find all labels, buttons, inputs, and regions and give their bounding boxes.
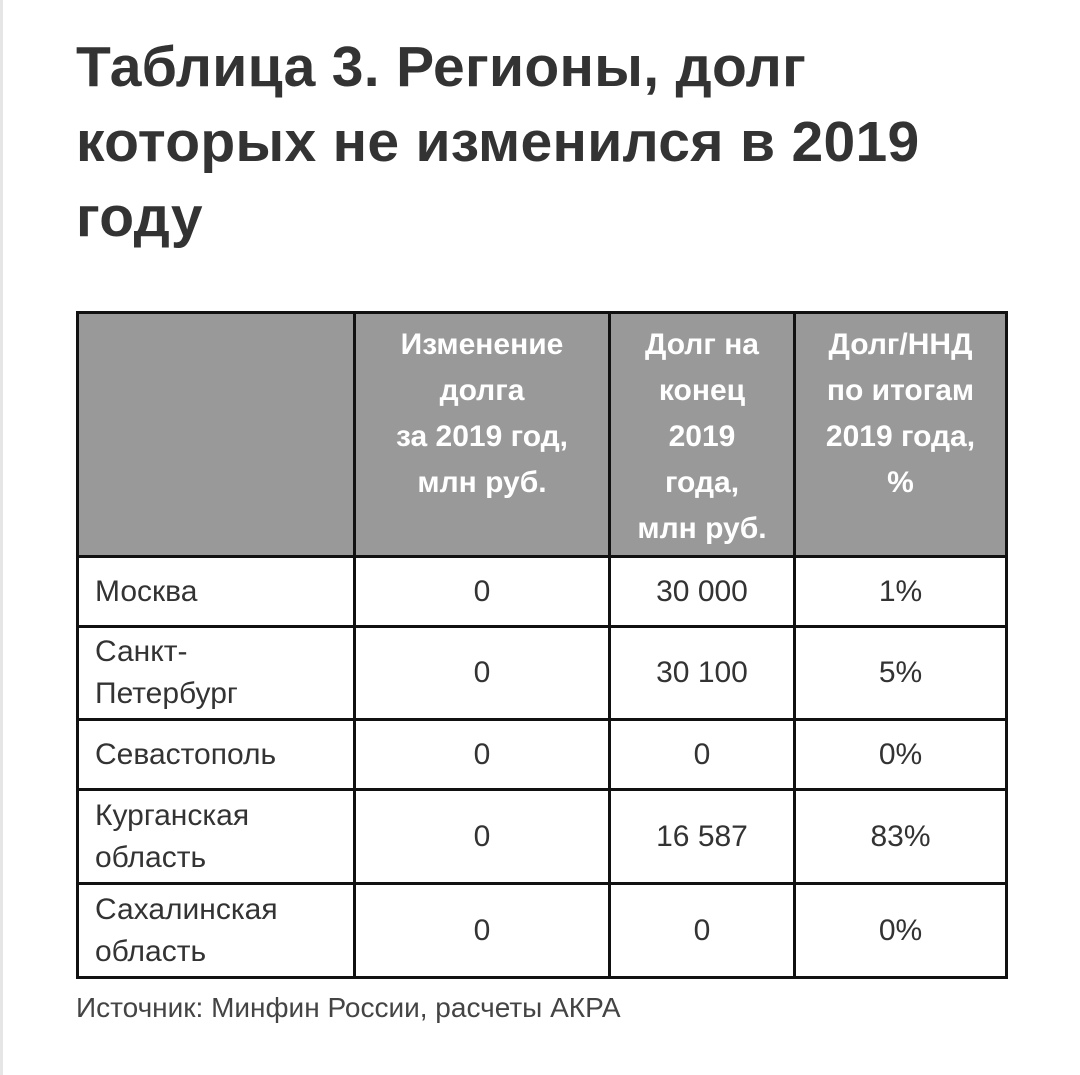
debt-change-cell: 0: [355, 627, 610, 720]
region-cell: [78, 884, 355, 978]
debt-change-cell: 0: [355, 720, 610, 790]
cell-line: года,: [664, 466, 740, 499]
cell-line: Изменение: [400, 328, 564, 361]
region-cell: [78, 720, 355, 790]
table-row: [78, 627, 1007, 720]
cell-line: %: [887, 466, 914, 499]
page-title: Таблица 3. Регионы, долг которых не изменился в 2019 году: [76, 35, 920, 249]
table-row: [78, 790, 1007, 884]
cell-line: Сахалинская: [95, 892, 278, 926]
debt-table-container: [76, 311, 1005, 979]
cell-line: Москва: [95, 574, 198, 608]
cell-line: Петербург: [95, 677, 238, 710]
debt-cell: 0: [610, 884, 795, 978]
debt-ratio-cell: 0%: [795, 720, 1007, 790]
cell-line: область: [95, 840, 207, 874]
debt-cell: 30 000: [610, 557, 795, 627]
cell-line: млн руб.: [417, 466, 547, 499]
cell-line: область: [95, 934, 207, 968]
debt-table: [76, 311, 1008, 979]
debt-ratio-cell: 0%: [795, 884, 1007, 978]
debt-change-cell: 0: [355, 790, 610, 884]
cell-line: 2019: [668, 420, 736, 453]
header-debt-change: [355, 313, 610, 557]
debt-cell: 0: [610, 720, 795, 790]
debt-ratio-cell: 5%: [795, 627, 1007, 720]
table-row: [78, 720, 1007, 790]
header-debt-end-2019: [610, 313, 795, 557]
debt-cell: 30 100: [610, 627, 795, 720]
header-region: [78, 313, 355, 557]
cell-line: млн руб.: [637, 512, 767, 545]
cell-line: Долг на: [644, 328, 759, 361]
debt-change-cell: 0: [355, 884, 610, 978]
cell-line: Курганская: [95, 798, 250, 832]
cell-line: по итогам: [826, 374, 975, 407]
region-cell: [78, 627, 355, 720]
header-debt-to-gni: [795, 313, 1007, 557]
debt-ratio-cell: 83%: [795, 790, 1007, 884]
cell-line: Севастополь: [95, 737, 277, 771]
source-note: Источник: Минфин России, расчеты АКРА: [76, 992, 621, 1023]
debt-cell: 16 587: [610, 790, 795, 884]
cell-line: конец: [658, 374, 746, 407]
cell-line: Санкт-: [95, 635, 188, 668]
cell-line: за 2019 год,: [395, 420, 569, 453]
region-cell: [78, 790, 355, 884]
debt-change-cell: 0: [355, 557, 610, 627]
cell-line: Долг/ННД: [828, 328, 973, 361]
left-edge-divider: [0, 0, 3, 1075]
region-cell: [78, 557, 355, 627]
cell-line: долга: [439, 374, 525, 407]
table-header-row: [78, 313, 1007, 557]
debt-ratio-cell: 1%: [795, 557, 1007, 627]
cell-line: 2019 года,: [825, 420, 976, 453]
table-row: [78, 557, 1007, 627]
table-row: [78, 884, 1007, 978]
